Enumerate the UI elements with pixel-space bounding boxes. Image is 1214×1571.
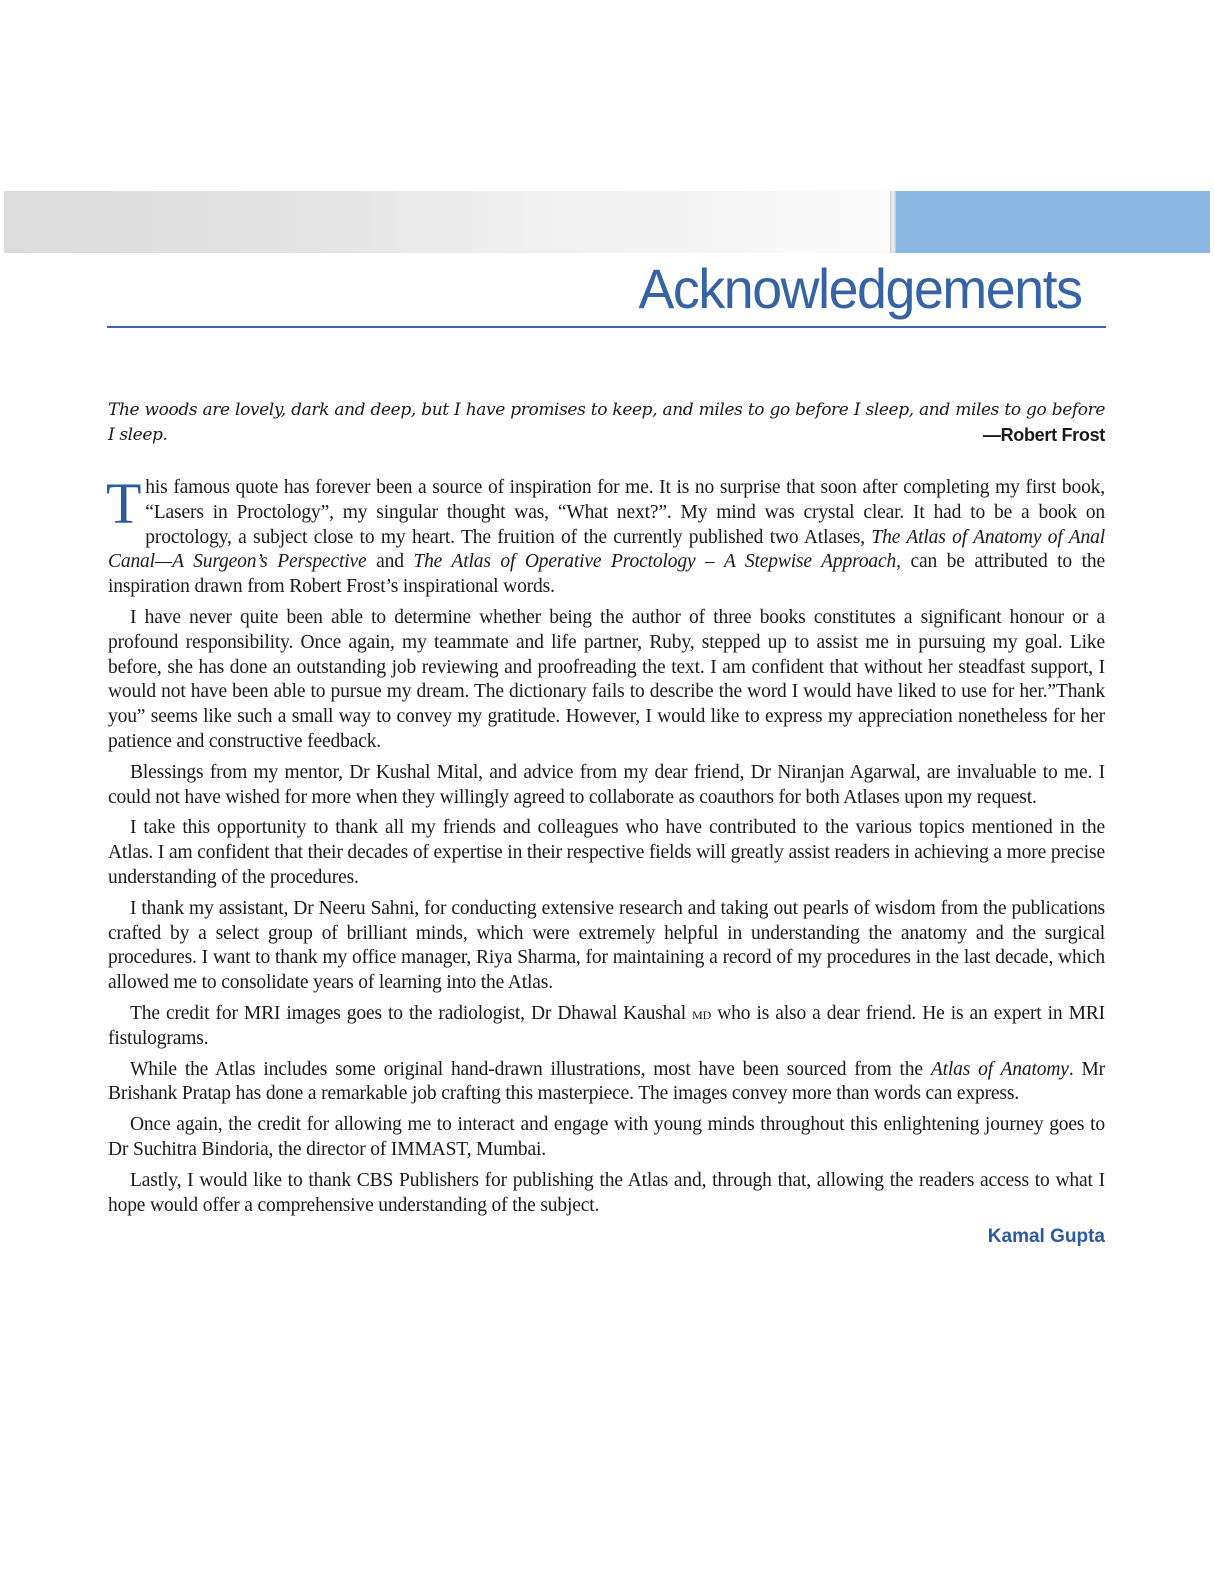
text-run: and <box>366 551 414 573</box>
paragraph <box>108 1002 1105 1052</box>
epigraph <box>108 398 1105 448</box>
epigraph-text: The woods are lovely, dark and deep, but I have promises to keep, and miles to go before I sleep, and miles to go before I sleep. <box>108 400 1105 445</box>
text-run: who is also a dear friend. He is an expert in MRI fistulograms. <box>108 1002 1105 1049</box>
paragraph <box>108 1058 1105 1108</box>
italic-title-run: The Atlas of Anatomy of Anal Canal—A Surgeon’s Perspective <box>108 526 1106 573</box>
paragraph <box>106 471 1106 600</box>
text-run: I have never quite been able to determine whether being the author of three books constitutes a significant honour or a profound responsibility. Once again, my teammate and life partner, Ruby, stepped up to assist me in pursuing my goal. Like before, she has done an outstanding job reviewing and proofreading the text. I am confident that without her steadfast support, I would not have been able to pursue my dream. The dictionary fails to describe the word I would have liked to use for her.”Thank you” seems like such a small way to convey my gratitude. However, I would like to express my appreciation nonetheless for her patience and constructive feedback. <box>108 606 1105 752</box>
title-underline-rule <box>107 326 1106 328</box>
paragraph <box>108 606 1105 755</box>
text-run: While the Atlas includes some original hand-drawn illustrations, most have been sourced from the <box>130 1058 931 1080</box>
page-title: Acknowledgements <box>638 257 1082 320</box>
paragraph <box>108 1169 1105 1219</box>
paragraph <box>108 1113 1105 1163</box>
header-band <box>4 191 1210 253</box>
text-run: md <box>692 1003 712 1023</box>
paragraph <box>108 897 1105 996</box>
text-run: his famous quote has forever been a source of inspiration for me. It is no surprise that soon after completing my first book, “Lasers in Proctology”, my singular thought was, “What next?”. My mind was crystal clear. It had to be a book on proctology, a subject close to my heart. The fruition of the currently published two Atlases, <box>145 477 1105 548</box>
text-run: , can be attributed to the inspiration drawn from Robert Frost’s inspirational words. <box>108 551 1106 598</box>
text-run: Once again, the credit for allowing me to interact and engage with young minds throughout this enlightening journey goes to Dr Suchitra Bindoria, the director of IMMAST, Mumbai. <box>108 1114 1105 1160</box>
header-band-grey-gradient <box>4 191 890 253</box>
paragraph <box>108 816 1105 890</box>
text-run: . Mr Brishank Pratap has done a remarkable job crafting this masterpiece. The images convey more than words can express. <box>108 1058 1105 1105</box>
paragraph <box>108 761 1105 811</box>
text-run: Lastly, I would like to thank CBS Publishers for publishing the Atlas and, through that, allowing the readers access to what I hope would offer a comprehensive understanding of the subject. <box>108 1169 1105 1216</box>
text-run: The credit for MRI images goes to the radiologist, Dr Dhawal Kaushal <box>130 1002 693 1024</box>
italic-title-run: Atlas of Anatomy <box>930 1058 1069 1080</box>
text-run: Blessings from my mentor, Dr Kushal Mital, and advice from my dear friend, Dr Niranjan Agarwal, are invaluable to me. I could not have wished for more when they willingly agreed to collaborate as coauthors for both Atlases upon my request. <box>108 761 1105 808</box>
epigraph-attribution: —Robert Frost <box>982 425 1105 445</box>
acknowledgement-body <box>106 471 1106 1218</box>
content-area <box>108 398 1105 1248</box>
header-band-blue-block <box>896 191 1210 253</box>
author-signature: Kamal Gupta <box>987 1226 1105 1248</box>
text-run: I take this opportunity to thank all my friends and colleagues who have contributed to the various topics mentioned in the Atlas. I am confident that their decades of expertise in their respective fields will greatly assist readers in achieving a more precise understanding of the procedures. <box>108 817 1105 888</box>
italic-title-run: The Atlas of Operative Proctology – A Stepwise Approach <box>413 551 897 573</box>
text-run: I thank my assistant, Dr Neeru Sahni, for conducting extensive research and taking out pearls of wisdom from the publications crafted by a select group of brilliant minds, which were extremely helpful in understanding the anatomy and the surgical procedures. I want to thank my office manager, Riya Sharma, for maintaining a record of my procedures in the last decade, which allowed me to consolidate years of learning into the Atlas. <box>108 897 1105 994</box>
drop-cap: T <box>106 471 142 536</box>
